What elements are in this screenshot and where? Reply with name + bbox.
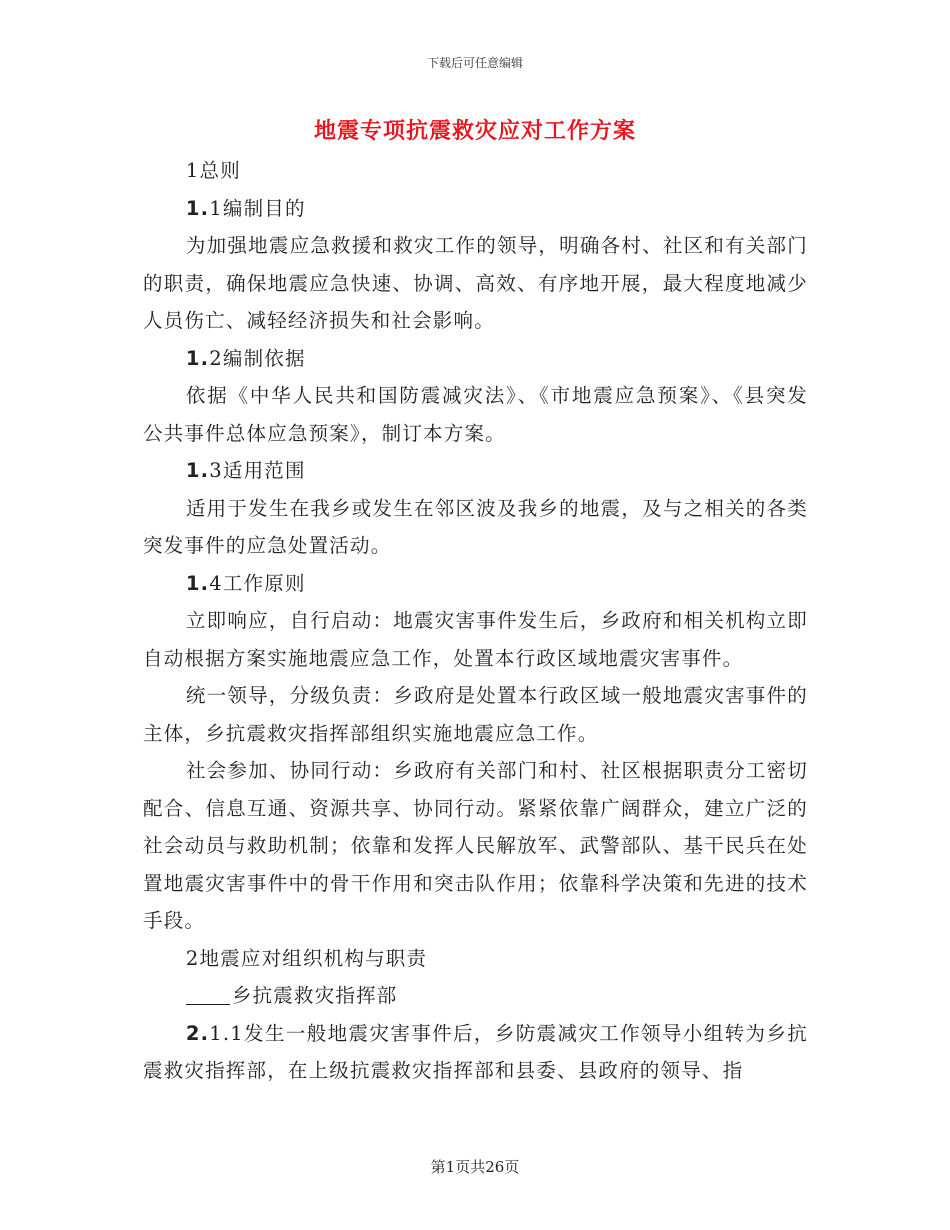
section-heading: 1.1编制目的 [185,196,306,220]
fill-in-blank [186,984,230,1005]
section-heading: 2地震应对组织机构与职责 [185,946,428,970]
paragraph: 统一领导，分级负责：乡政府是处置本行政区域一般地震灾害事件的主体，乡抗震救灾指挥部组织实施地震应急工作。 [143,684,808,745]
paragraph: 依据《中华人民共和国防震减灾法》、《市地震应急预案》、《县突发公共事件总体应急预案》，制订本方案。 [143,384,808,445]
section-heading: 1.4工作原则 [185,571,306,595]
paragraph: 社会参加、协同行动：乡政府有关部门和村、社区根据职责分工密切配合、信息互通、资源共享、协同行动。紧紧依靠广阔群众，建立广泛的社会动员与救助机制；依靠和发挥人民解放军、武警部队、基干民兵在处置地震灾害事件中的骨干作用和突击队作用；依靠科学决策和先进的技术手段。 [143,759,808,932]
section-heading: 1.2编制依据 [185,346,306,370]
paragraph: 2.1.1发生一般地震灾害事件后，乡防震减灾工作领导小组转为乡抗震救灾指挥部，在上级抗震救灾指挥部和县委、县政府的领导、指 [143,1021,808,1082]
paragraph: 立即响应，自行启动：地震灾害事件发生后，乡政府和相关机构立即自动根据方案实施地震应急工作，处置本行政区域地震灾害事件。 [143,609,808,670]
section-heading: 1.3适用范围 [185,459,306,482]
document-title: 地震专项抗震救灾应对工作方案 [313,118,636,144]
page-footer: 第1页共26页 [430,1158,520,1176]
header-note: 下载后可任意编辑 [426,56,523,70]
paragraph: 适用于发生在我乡或发生在邻区波及我乡的地震，及与之相关的各类突发事件的应急处置活动。 [143,496,808,557]
section-heading: 1总则 [185,159,241,182]
document-body [143,152,808,1090]
paragraph: 为加强地震应急救援和救灾工作的领导，明确各村、社区和有关部门的职责，确保地震应急快速、协调、高效、有序地开展，最大程度地减少人员伤亡、减轻经济损失和社会影响。 [143,234,808,332]
section-heading: 乡抗震救灾指挥部 [143,977,808,1015]
